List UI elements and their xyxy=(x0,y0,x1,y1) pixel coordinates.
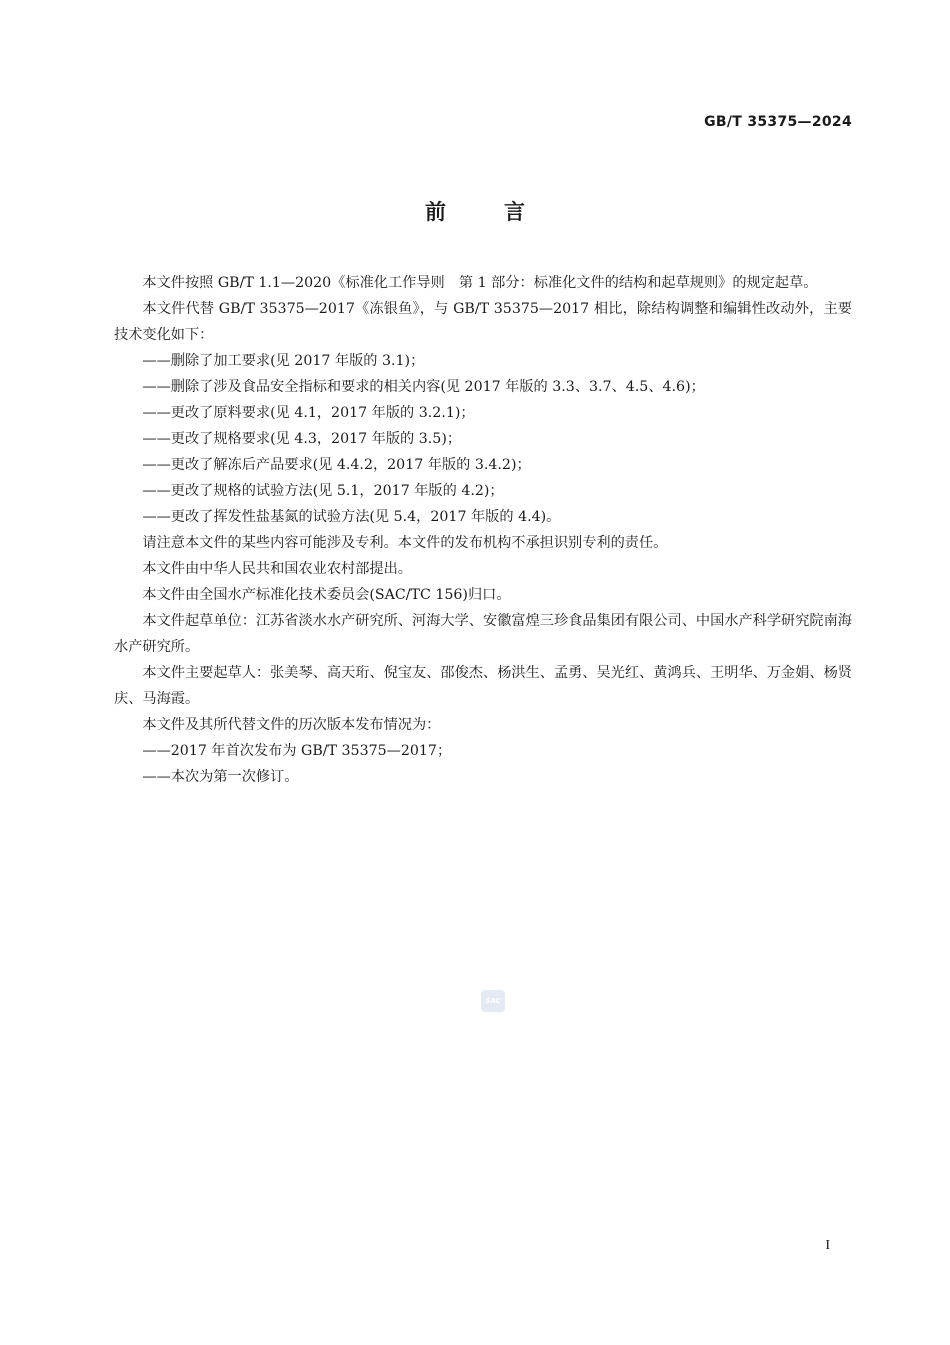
change-item: ——更改了解冻后产品要求(见 4.4.2，2017 年版的 3.4.2)； xyxy=(142,457,531,473)
paragraph-drafting-units: 本文件起草单位：江苏省淡水水产研究所、河海大学、安徽富煌三珍食品集团有限公司、中国水产科学研究院南海水产研究所。 xyxy=(114,613,852,655)
change-item: ——更改了规格的试验方法(见 5.1，2017 年版的 4.2)； xyxy=(142,483,504,499)
page-number: I xyxy=(825,1238,830,1253)
change-item: ——删除了涉及食品安全指标和要求的相关内容(见 2017 年版的 3.3、3.7、4.5、4.6)； xyxy=(142,379,705,395)
paragraph-patent-notice: 请注意本文件的某些内容可能涉及专利。本文件的发布机构不承担识别专利的责任。 xyxy=(142,535,668,551)
history-item: ——本次为第一次修订。 xyxy=(142,769,299,785)
paragraph-drafters: 本文件主要起草人：张美琴、高天珩、倪宝友、邵俊杰、杨洪生、孟勇、吴光红、黄鸿兵、王明华、万金娟、杨贤庆、马海霞。 xyxy=(114,665,852,707)
paragraph-proposer: 本文件由中华人民共和国农业农村部提出。 xyxy=(142,561,412,577)
paragraph-version-history: 本文件及其所代替文件的历次版本发布情况为： xyxy=(142,717,441,733)
paragraph-drafting-rules: 本文件按照 GB/T 1.1—2020《标准化工作导则 第 1 部分：标准化文件的结构和起草规则》的规定起草。 xyxy=(142,275,818,291)
change-item: ——删除了加工要求(见 2017 年版的 3.1)； xyxy=(142,353,425,369)
change-item: ——更改了规格要求(见 4.3，2017 年版的 3.5)； xyxy=(142,431,462,447)
page-title: 前言 xyxy=(425,200,583,224)
paragraph-replacement: 本文件代替 GB/T 35375—2017《冻银鱼》，与 GB/T 35375—2017 相比，除结构调整和编辑性改动外，主要技术变化如下： xyxy=(114,301,852,343)
foreword-body xyxy=(114,270,852,790)
change-item: ——更改了原料要求(见 4.1，2017 年版的 3.2.1)； xyxy=(142,405,475,421)
history-item: ——2017 年首次发布为 GB/T 35375—2017； xyxy=(142,743,452,759)
paragraph-committee: 本文件由全国水产标准化技术委员会(SAC/TC 156)归口。 xyxy=(142,587,511,603)
change-item: ——更改了挥发性盐基氮的试验方法(见 5.4，2017 年版的 4.4)。 xyxy=(142,509,561,525)
standard-number: GB/T 35375—2024 xyxy=(704,114,852,130)
sac-watermark-logo: SAC xyxy=(481,990,505,1012)
